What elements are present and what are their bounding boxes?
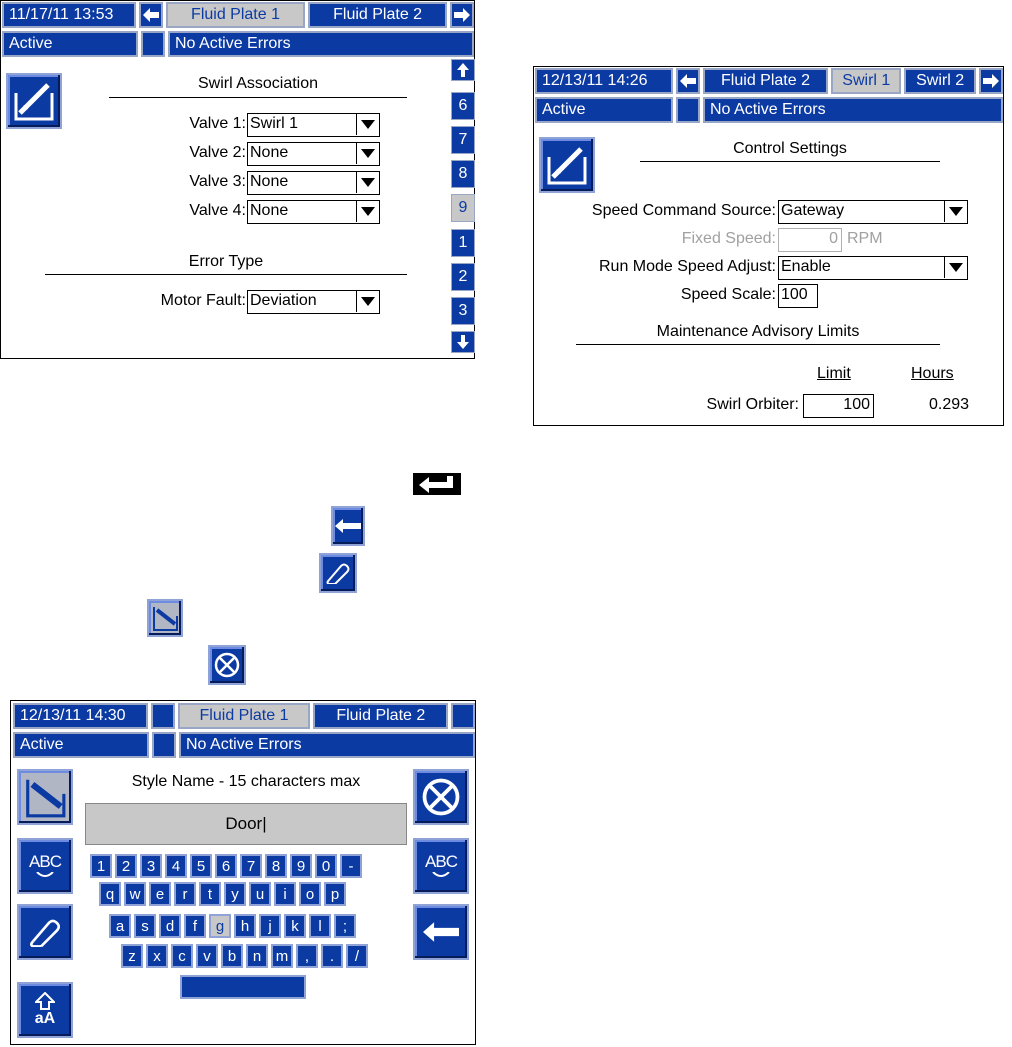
run-mode-speed-adjust-label: Run Mode Speed Adjust:	[598, 258, 776, 275]
shift-label: aA	[34, 1010, 56, 1027]
tab-swirl-2[interactable]: Swirl 2	[904, 68, 976, 94]
valve-2-label: Valve 2:	[189, 144, 246, 161]
key-3[interactable]: f	[184, 914, 206, 938]
key-2[interactable]: d	[159, 914, 181, 938]
shift-case-button[interactable]	[17, 982, 73, 1038]
abc-label: ABC	[29, 852, 61, 871]
swirl-orbiter-label: Swirl Orbiter:	[706, 396, 799, 413]
arrow-left-icon	[680, 74, 696, 88]
shift-icon	[35, 992, 55, 1010]
section-title-maintenance: Maintenance Advisory Limits	[656, 323, 860, 340]
status-text: Active	[2, 31, 138, 57]
cancel-edit-icon	[147, 599, 183, 637]
key-3[interactable]: 4	[165, 854, 187, 878]
valve-1-value: Swirl 1	[250, 115, 299, 132]
run-mode-speed-adjust-value: Enable	[781, 258, 831, 275]
status-indicator	[152, 732, 176, 758]
tab-fluid-plate-1[interactable]: Fluid Plate 1	[178, 703, 311, 729]
text-entry-field[interactable]	[85, 803, 407, 845]
scroll-up-button[interactable]	[451, 59, 475, 81]
key-2[interactable]: e	[149, 882, 171, 906]
key-7[interactable]: i	[274, 882, 296, 906]
status-text: Active	[535, 97, 673, 123]
enter-icon	[413, 473, 461, 495]
nav-left-button[interactable]	[676, 68, 700, 94]
edit-button[interactable]	[539, 137, 595, 193]
nav-left-button[interactable]	[139, 2, 163, 28]
nav-right-blank	[451, 703, 475, 729]
divider	[576, 344, 940, 345]
key-2[interactable]: 3	[140, 854, 162, 878]
backspace-icon	[331, 506, 365, 546]
key-4[interactable]: 5	[190, 854, 212, 878]
key-8[interactable]: l	[309, 914, 331, 938]
col-header-limit: Limit	[817, 365, 851, 382]
key-5[interactable]: n	[246, 944, 268, 968]
date-time: 11/17/11 13:53	[2, 2, 136, 28]
swap-arrow-icon	[35, 872, 55, 880]
side-tab-9[interactable]: 9	[451, 194, 475, 222]
status-text: Active	[13, 732, 149, 758]
fixed-speed-field	[778, 228, 842, 252]
nav-left-blank	[151, 703, 175, 729]
key-5[interactable]: y	[224, 882, 246, 906]
valve-1-label: Valve 1:	[189, 115, 246, 132]
fixed-speed-value: 0	[829, 230, 838, 247]
valve-3-label: Valve 3:	[189, 173, 246, 190]
motor-fault-value: Deviation	[250, 292, 317, 309]
text-entry-value: Door|	[225, 814, 267, 833]
status-bar	[535, 97, 1003, 123]
key-7[interactable]: ,	[296, 944, 318, 968]
chevron-down-icon	[356, 291, 379, 312]
chevron-down-icon	[944, 257, 967, 278]
key-10[interactable]: -	[340, 854, 362, 878]
top-bar	[2, 2, 474, 28]
side-tab-8[interactable]: 8	[451, 160, 475, 188]
side-tab-3[interactable]: 3	[451, 297, 475, 325]
top-bar	[535, 68, 1003, 94]
key-6[interactable]: m	[271, 944, 293, 968]
key-1[interactable]: w	[124, 882, 146, 906]
error-text: No Active Errors	[703, 97, 1003, 123]
tab-fluid-plate-1[interactable]: Fluid Plate 1	[166, 2, 305, 28]
key-3[interactable]: r	[174, 882, 196, 906]
section-title-control-settings: Control Settings	[733, 140, 847, 157]
speed-command-source-value: Gateway	[781, 202, 845, 219]
key-3[interactable]: v	[196, 944, 218, 968]
cancel-button[interactable]	[413, 769, 469, 825]
key-0[interactable]: 1	[90, 854, 112, 878]
eraser-icon	[319, 553, 357, 593]
swirl-orbiter-hours: 0.293	[929, 396, 970, 413]
abc-label: ABC	[425, 852, 457, 871]
edit-icon	[545, 145, 589, 185]
tab-swirl-1[interactable]: Swirl 1	[831, 68, 901, 94]
screen-control-settings	[533, 66, 1004, 426]
status-bar	[2, 31, 474, 57]
speed-scale-label: Speed Scale:	[680, 286, 776, 303]
valve-2-value: None	[250, 144, 289, 161]
fixed-speed-label: Fixed Speed:	[681, 230, 776, 247]
valve-3-select[interactable]	[247, 171, 380, 195]
valve-4-select[interactable]	[247, 200, 380, 224]
key-7[interactable]: 8	[265, 854, 287, 878]
key-8[interactable]: o	[299, 882, 321, 906]
screen-keyboard	[10, 700, 476, 1045]
status-indicator	[676, 97, 700, 123]
backspace-icon	[423, 922, 459, 942]
valve-3-value: None	[250, 173, 289, 190]
tab-fluid-plate-2[interactable]: Fluid Plate 2	[313, 703, 448, 729]
side-tab-2[interactable]: 2	[451, 263, 475, 291]
speed-scale-field[interactable]	[778, 284, 818, 308]
valve-1-select[interactable]	[247, 113, 380, 137]
key-0[interactable]: a	[109, 914, 131, 938]
prompt-text: Style Name - 15 characters max	[131, 773, 361, 790]
run-mode-speed-adjust-select[interactable]	[778, 256, 968, 280]
cancel-edit-button[interactable]	[17, 769, 73, 825]
date-time: 12/13/11 14:26	[535, 68, 673, 94]
key-9[interactable]: 0	[315, 854, 337, 878]
key-9[interactable]: p	[324, 882, 346, 906]
nav-right-button[interactable]	[979, 68, 1003, 94]
swirl-orbiter-limit-value: 100	[843, 396, 870, 413]
edit-button[interactable]	[6, 73, 62, 129]
abc-right-button[interactable]	[413, 838, 469, 894]
section-title-error-type: Error Type	[188, 253, 264, 270]
valve-4-label: Valve 4:	[189, 202, 246, 219]
key-4[interactable]: g	[209, 914, 231, 938]
key-2[interactable]: c	[171, 944, 193, 968]
key-5[interactable]: h	[234, 914, 256, 938]
side-tab-6[interactable]: 6	[451, 92, 475, 120]
arrow-down-icon	[457, 335, 469, 349]
eraser-icon	[28, 917, 62, 947]
chevron-down-icon	[356, 201, 379, 222]
key-6[interactable]: 7	[240, 854, 262, 878]
speed-scale-value: 100	[781, 286, 808, 303]
key-8[interactable]: 9	[290, 854, 312, 878]
arrow-left-icon	[143, 8, 159, 22]
status-bar	[13, 732, 475, 758]
side-tab-1[interactable]: 1	[451, 229, 475, 257]
valve-2-select[interactable]	[247, 142, 380, 166]
key-6[interactable]: u	[249, 882, 271, 906]
fixed-speed-unit: RPM	[847, 230, 883, 247]
tab-fluid-plate-2[interactable]: Fluid Plate 2	[308, 2, 447, 28]
erase-button[interactable]	[17, 904, 73, 960]
edit-icon	[12, 81, 56, 121]
speed-command-source-label: Speed Command Source:	[591, 202, 776, 219]
space-bar[interactable]	[180, 975, 306, 999]
cancel-edit-icon	[23, 775, 67, 819]
arrow-right-icon	[454, 8, 470, 22]
side-tab-7[interactable]: 7	[451, 126, 475, 154]
error-text: No Active Errors	[168, 31, 474, 57]
key-6[interactable]: j	[259, 914, 281, 938]
arrow-right-icon	[983, 74, 999, 88]
top-bar	[13, 703, 475, 729]
error-text: No Active Errors	[179, 732, 475, 758]
key-5[interactable]: 6	[215, 854, 237, 878]
cancel-icon	[420, 776, 462, 818]
key-7[interactable]: k	[284, 914, 306, 938]
chevron-down-icon	[944, 201, 967, 222]
backspace-button[interactable]	[413, 904, 469, 960]
scroll-down-button[interactable]	[451, 331, 475, 353]
speed-command-source-select[interactable]	[778, 200, 968, 224]
key-0[interactable]: z	[121, 944, 143, 968]
motor-fault-label: Motor Fault:	[160, 292, 246, 309]
divider	[640, 161, 940, 162]
key-8[interactable]: .	[321, 944, 343, 968]
motor-fault-select[interactable]	[247, 290, 380, 314]
key-0[interactable]: q	[99, 882, 121, 906]
date-time: 12/13/11 14:30	[13, 703, 148, 729]
key-1[interactable]: 2	[115, 854, 137, 878]
swap-arrow-icon	[431, 872, 451, 880]
chevron-down-icon	[356, 143, 379, 164]
divider	[45, 274, 407, 275]
chevron-down-icon	[356, 114, 379, 135]
cancel-icon	[208, 645, 246, 685]
screen-swirl-association	[0, 0, 475, 359]
divider	[109, 97, 407, 98]
key-4[interactable]: b	[221, 944, 243, 968]
status-indicator	[141, 31, 165, 57]
abc-left-button[interactable]	[17, 838, 73, 894]
arrow-up-icon	[457, 63, 469, 77]
col-header-hours: Hours	[911, 365, 954, 382]
key-1[interactable]: s	[134, 914, 156, 938]
section-title-swirl-association: Swirl Association	[197, 75, 319, 92]
chevron-down-icon	[356, 172, 379, 193]
key-9[interactable]: /	[346, 944, 368, 968]
swirl-orbiter-limit-field[interactable]	[803, 394, 874, 418]
key-1[interactable]: x	[146, 944, 168, 968]
key-9[interactable]: ;	[334, 914, 356, 938]
valve-4-value: None	[250, 202, 289, 219]
nav-right-button[interactable]	[450, 2, 474, 28]
tab-fluid-plate-2[interactable]: Fluid Plate 2	[703, 68, 829, 94]
key-4[interactable]: t	[199, 882, 221, 906]
